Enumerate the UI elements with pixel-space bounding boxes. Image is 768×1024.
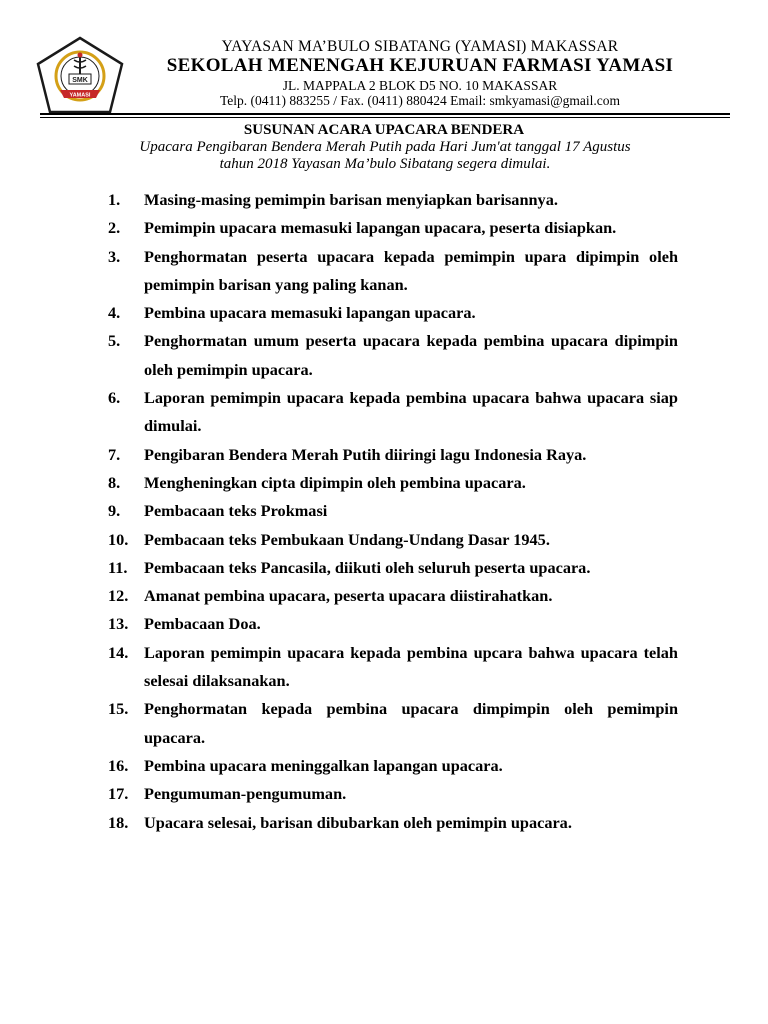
document-title: SUSUNAN ACARA UPACARA BENDERA <box>243 122 525 138</box>
agenda-item <box>108 214 678 242</box>
agenda-item <box>108 497 678 525</box>
header-divider-thick <box>40 113 730 115</box>
school-emblem-icon <box>36 36 124 114</box>
agenda-item-text: Mengheningkan cipta dipimpin oleh pembina upacara. <box>144 472 526 492</box>
logo-ribbon-text: YAMASI <box>69 92 91 99</box>
agenda-item <box>108 695 678 752</box>
header-foundation-name: YAYASAN MA’BULO SIBATANG (YAMASI) MAKASSAR <box>221 38 619 55</box>
agenda-item-number: 8. <box>108 472 121 492</box>
header-divider-thin <box>40 117 730 118</box>
agenda-item-number: 3. <box>108 246 121 266</box>
agenda-item-number: 16. <box>108 755 129 775</box>
agenda-item-text: Amanat pembina upacara, peserta upacara diistirahatkan. <box>144 586 553 606</box>
header-school-name: SEKOLAH MENENGAH KEJURUAN FARMASI YAMASI <box>166 55 674 76</box>
logo-badge-text: SMK <box>72 77 88 84</box>
agenda-item-text: Pembina upacara memasuki lapangan upacara. <box>144 303 476 323</box>
agenda-item-text: Penghormatan peserta upacara kepada pemimpin upara dipimpin oleh pemimpin barisan yang paling kanan. <box>144 246 678 294</box>
agenda-item-number: 10. <box>108 529 129 549</box>
agenda-item <box>108 526 678 554</box>
agenda-item-text: Pemimpin upacara memasuki lapangan upacara, peserta disiapkan. <box>144 218 617 238</box>
header-address: JL. MAPPALA 2 BLOK D5 NO. 10 MAKASSAR <box>282 78 558 93</box>
agenda-item-text: Laporan pemimpin upacara kepada pembina upacara bahwa upacara siap dimulai. <box>144 388 678 436</box>
agenda-item-number: 12. <box>108 586 129 606</box>
agenda-item-number: 2. <box>108 218 121 238</box>
agenda-item <box>108 780 678 808</box>
agenda-item-number: 9. <box>108 501 121 521</box>
agenda-item-number: 18. <box>108 812 129 832</box>
agenda-item-text: Laporan pemimpin upacara kepada pembina upcara bahwa upacara telah selesai dilaksanakan. <box>144 642 678 691</box>
agenda-item <box>108 469 678 497</box>
agenda-item-number: 17. <box>108 784 129 804</box>
agenda-item-text: Upacara selesai, barisan dibubarkan oleh pemimpin upacara. <box>144 812 572 832</box>
agenda-item-text: Penghormatan kepada pembina upacara dimpimpin oleh pemimpin upacara. <box>144 699 678 747</box>
agenda-item-number: 7. <box>108 444 121 464</box>
agenda-item <box>108 610 678 638</box>
agenda-item <box>108 441 678 469</box>
agenda-item-number: 13. <box>108 614 129 634</box>
header-contact: Telp. (0411) 883255 / Fax. (0411) 880424 Email: smkyamasi@gmail.com <box>219 93 621 108</box>
agenda-item <box>108 809 678 837</box>
agenda-item-text: Masing-masing pemimpin barisan menyiapkan barisannya. <box>144 190 558 209</box>
agenda-item-text: Pembacaan teks Pembukaan Undang-Undang Dasar 1945. <box>144 529 550 549</box>
agenda-item <box>108 752 678 780</box>
agenda-item <box>108 327 678 384</box>
agenda-item-text: Pembacaan teks Pancasila, diikuti oleh seluruh peserta upacara. <box>144 557 591 577</box>
agenda-item <box>108 639 678 696</box>
agenda-item-number: 1. <box>108 190 121 209</box>
agenda-item-text: Penghormatan umum peserta upacara kepada pembina upacara dipimpin oleh pemimpin upacara. <box>144 331 678 379</box>
agenda-item <box>108 384 678 441</box>
agenda-list <box>108 186 678 837</box>
agenda-item-text: Pengibaran Bendera Merah Putih diiringi lagu Indonesia Raya. <box>144 444 587 464</box>
agenda-item <box>108 554 678 582</box>
agenda-item-number: 5. <box>108 331 121 351</box>
agenda-item-number: 11. <box>108 557 128 577</box>
agenda-item-number: 6. <box>108 388 121 408</box>
agenda-item <box>108 243 678 300</box>
agenda-item-text: Pengumuman-pengumuman. <box>144 784 347 804</box>
agenda-item-number: 14. <box>108 642 129 662</box>
agenda-item-text: Pembina upacara meninggalkan lapangan upacara. <box>144 755 503 775</box>
agenda-item-text: Pembacaan teks Prokmasi <box>144 501 328 521</box>
document-subtitle-line-2: tahun 2018 Yayasan Ma’bulo Sibatang segera dimulai. <box>219 156 551 172</box>
school-logo <box>36 36 124 114</box>
agenda-item <box>108 299 678 327</box>
agenda-item <box>108 582 678 610</box>
agenda-item <box>108 186 678 214</box>
agenda-item-number: 15. <box>108 699 129 719</box>
document-subtitle-line-1: Upacara Pengibaran Bendera Merah Putih pada Hari Jum'at tanggal 17 Agustus <box>139 139 631 155</box>
agenda-item-number: 4. <box>108 303 121 323</box>
agenda-item-text: Pembacaan Doa. <box>144 614 261 634</box>
